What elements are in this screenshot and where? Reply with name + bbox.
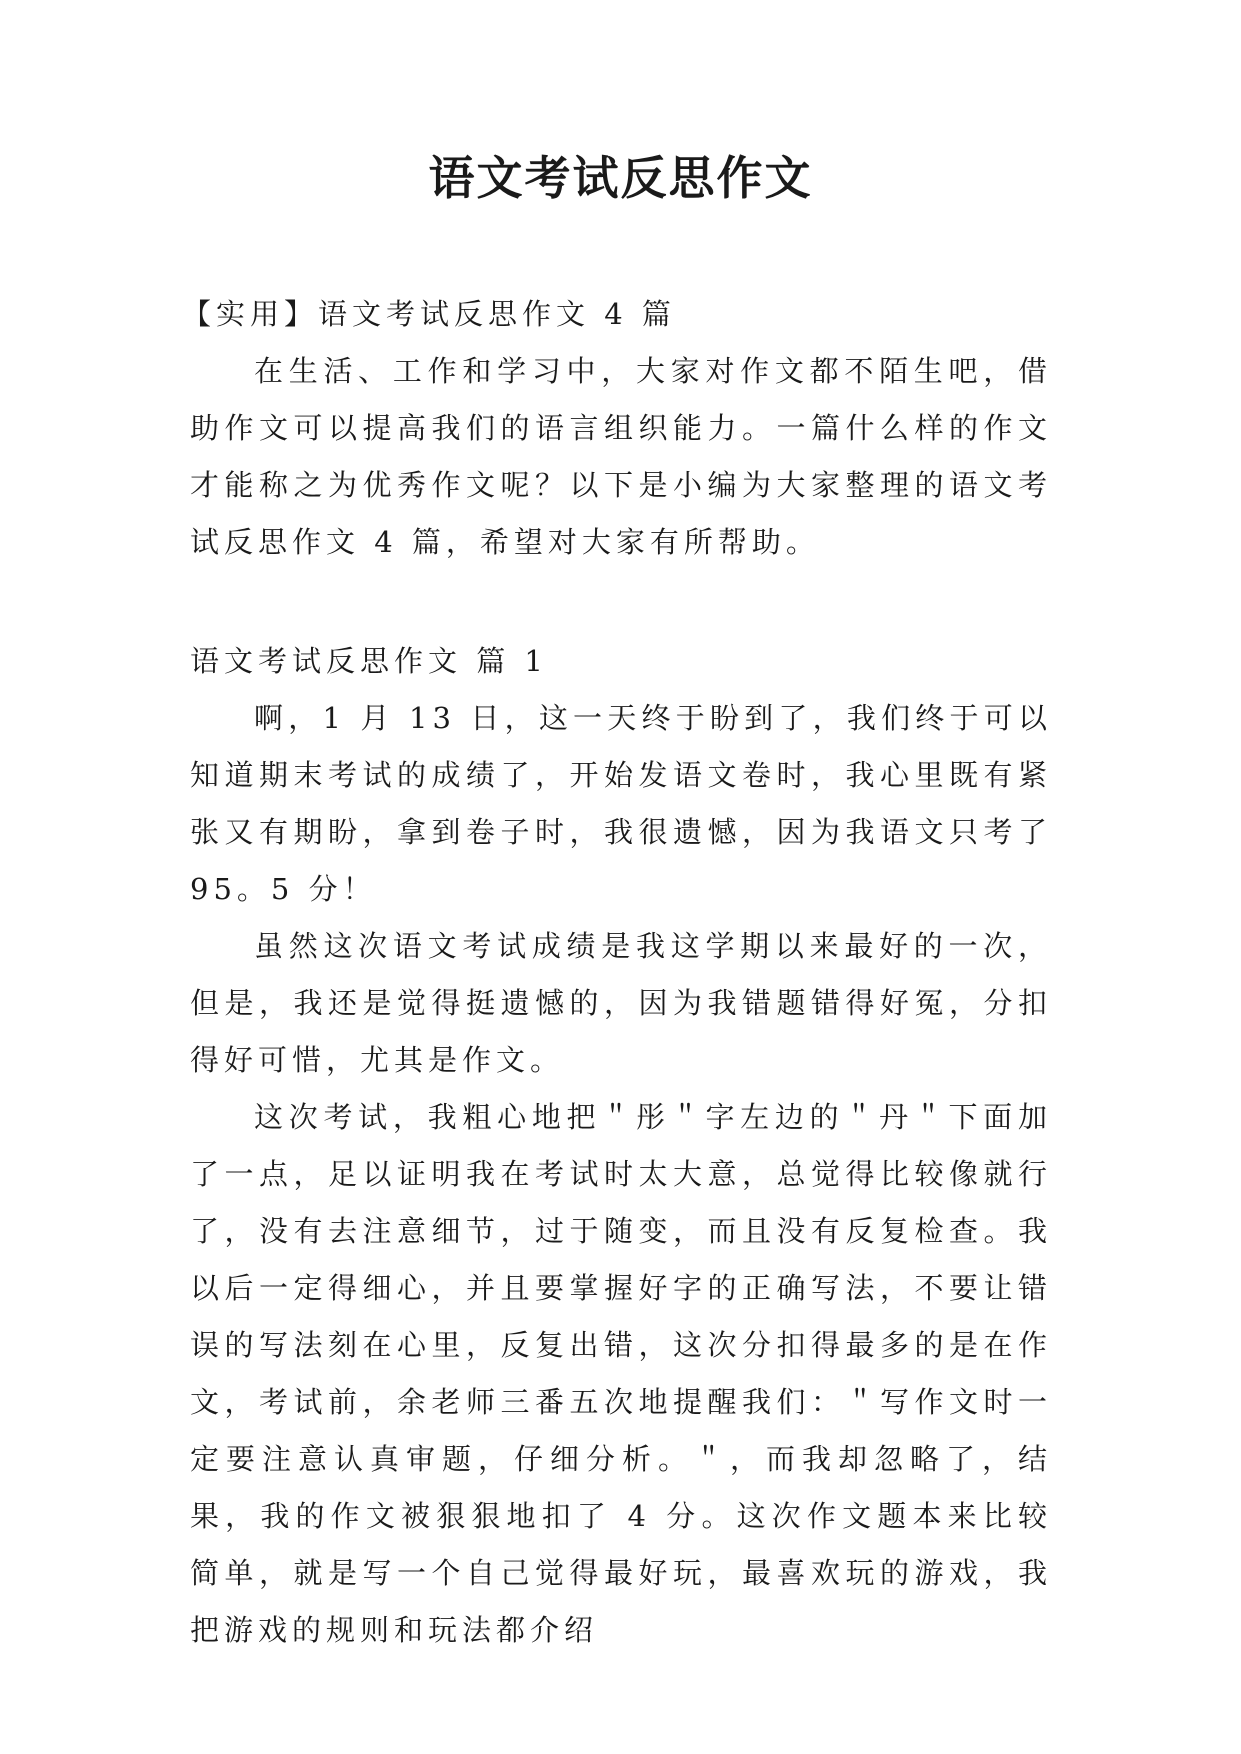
section-heading: 语文考试反思作文 篇 1	[190, 644, 548, 678]
body-paragraph: 啊，1 月 13 日，这一天终于盼到了，我们终于可以知道期末考试的成绩了，开始发语文卷时，我心里既有紧张又有期盼，拿到卷子时，我很遗憾，因为我语文只考了 95。5 分！	[190, 701, 1052, 906]
document-title: 语文考试反思作文	[428, 151, 813, 205]
document-body	[182, 286, 1052, 1659]
intro-paragraph: 在生活、工作和学习中，大家对作文都不陌生吧，借助作文可以提高我们的语言组织能力。一篇什么样的作文才能称之为优秀作文呢？以下是小编为大家整理的语文考试反思作文 4 篇，希望对大家有所帮助。	[190, 354, 1052, 559]
intro-heading: 【实用】语文考试反思作文 4 篇	[182, 297, 676, 331]
body-paragraph: 这次考试，我粗心地把＂彤＂字左边的＂丹＂下面加了一点，足以证明我在考试时太大意，总觉得比较像就行了，没有去注意细节，过于随变，而且没有反复检查。我以后一定得细心，并且要掌握好字的正确写法，不要让错误的写法刻在心里，反复出错，这次分扣得最多的是在作文，考试前，余老师三番五次地提醒我们：＂写作文时一定要注意认真审题，仔细分析。＂，而我却忽略了，结果，我的作文被狠狠地扣了 4 分。这次作文题本来比较简单，就是写一个自己觉得最好玩，最喜欢玩的游戏，我把游戏的规则和玩法都介绍	[190, 1100, 1052, 1647]
body-paragraph: 虽然这次语文考试成绩是我这学期以来最好的一次，但是，我还是觉得挺遗憾的，因为我错题错得好冤，分扣得好可惜，尤其是作文。	[190, 929, 1052, 1077]
